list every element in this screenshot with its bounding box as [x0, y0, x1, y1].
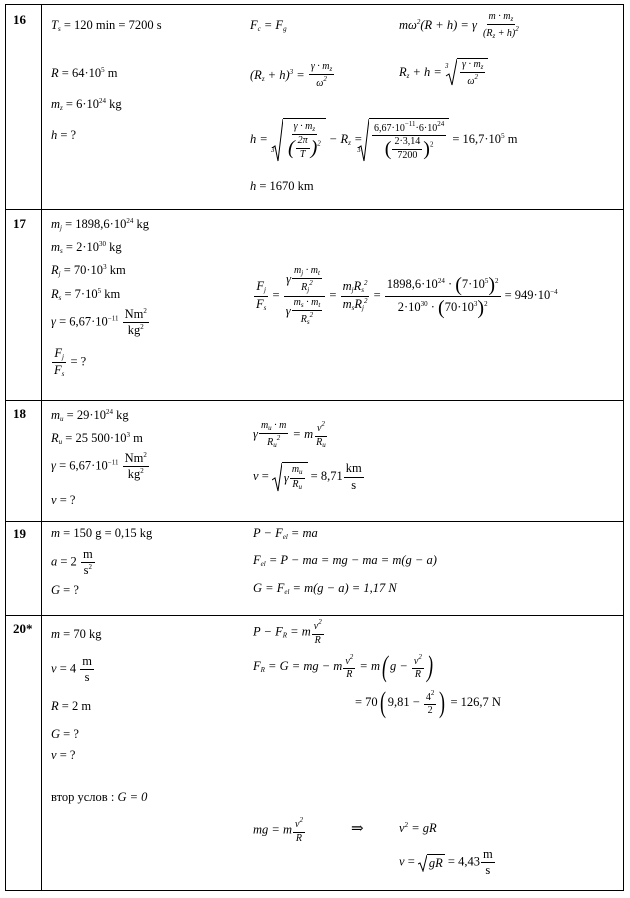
given-uranus-mass: $m_u = 29\cdot 10^{24}$ kg	[51, 408, 129, 423]
svg-text:3: 3	[357, 146, 361, 154]
orbit-equation: $m\omega^2(R + h) = \gamma$ $\frac{m \cdot m_z}{(R_z + h)^2}$	[399, 11, 519, 41]
height-result: h = 1670 km	[250, 179, 314, 193]
given-mass: $m_z = 6\cdot 10^{24}$ kg	[51, 97, 122, 112]
velocity-squared: $v^2$ = gR	[399, 821, 437, 835]
solutions-table	[5, 4, 624, 891]
unknown-height: h = ?	[51, 128, 77, 142]
problem-number: 19	[13, 526, 26, 541]
velocity-result: v = γ $\frac{m_u}{R_u}$ = 8,71 $\frac{km}{s}$	[253, 461, 362, 492]
orbital-force-equation: γ $\frac{m_u \cdot m}{R_u^2}$ = m $\frac{v^2}{R_u}$	[253, 420, 326, 450]
weightlessness-equation: mg = m $\frac{v^2}{R}$	[253, 816, 303, 844]
unknown-weight: G = ?	[51, 583, 79, 597]
problem-number: 20*	[13, 621, 33, 636]
implies-arrow: ⇒	[351, 821, 364, 837]
svg-text:3: 3	[270, 146, 275, 154]
unknown-force-ratio: $\frac{F_j}{F_s}$ = ?	[54, 346, 87, 379]
given-jupiter-radius: $R_j = 70\cdot 10^3$ km	[51, 263, 126, 278]
weight-result: $G = F_{el} = m(g - a) = 1,17$ N	[253, 581, 397, 596]
table-border-right	[623, 4, 624, 891]
given-period: $T_s = 120$ min = 7200 s	[51, 18, 162, 33]
problem-number: 17	[13, 216, 26, 231]
given-mass: m = 150 g = 0,15 kg	[51, 526, 153, 540]
unknown-velocity: v = ?	[51, 493, 76, 507]
row-divider	[5, 209, 624, 210]
given-radius: $R = 64\cdot 10^5$ m	[51, 66, 118, 80]
table-border-bottom	[5, 890, 624, 891]
table-border-left	[5, 4, 6, 891]
row-divider	[5, 400, 624, 401]
problem-number: 18	[13, 406, 26, 421]
orbit-radius-root: $R_z + h$ = 3 $\frac{\gamma \cdot m_z}{\omega^2}$	[399, 58, 488, 88]
given-velocity: v = 4 $\frac{m}{s}$	[51, 654, 92, 685]
given-gravitational-constant: $\gamma = 6,67\cdot 10^{-11}$ $\frac{Nm^2}{kg^2}$	[51, 307, 147, 338]
given-radius: R = 2 m	[51, 699, 92, 713]
weight-calculation: = 70( 9,81 − $\frac{4^2}{2}$ ) = 126,7 N	[355, 686, 501, 719]
weight-formula: $F_R = G$ = mg − m $\frac{v^2}{R}$ = m( g − $\frac{v^2}{R}$ )	[253, 650, 433, 683]
row-divider	[5, 521, 624, 522]
orbit-radius-cubed: $(R_z + h)^3$ = $\frac{\gamma \cdot m_z}{\omega^2}$	[250, 61, 333, 90]
unknown-velocity: v = ?	[51, 748, 76, 762]
table-border-top	[5, 4, 624, 5]
height-calculation: 3 $6,67\cdot 10^{-11}\cdot 6\cdot 10^{24}$ ( $\frac{2\cdot 3,14}{7200}$ )$^2$ = $16,7\cdot 10^5$ m	[357, 119, 518, 161]
second-condition: втор услов : G = 0	[51, 790, 148, 804]
height-formula: h = 3 $\gamma \cdot m_z$ ( $\frac{2\pi}{T}$ )$^2$ − $R_z$ =	[250, 118, 362, 162]
row-divider	[5, 615, 624, 616]
problem-number: 16	[13, 12, 26, 27]
svg-text:3: 3	[445, 62, 449, 70]
force-equality: $F_c = F_g$	[250, 18, 287, 33]
elastic-force-equation: $F_{el} = P$ − ma = mg − ma = m(g − a)	[253, 553, 437, 568]
newton-equation: $P - F_R = m$ $\frac{v^2}{R}$	[253, 618, 322, 646]
column-divider	[41, 4, 42, 891]
velocity-result: v = gR = 4,43 $\frac{m}{s}$	[399, 847, 493, 878]
given-mass: m = 70 kg	[51, 627, 102, 641]
unknown-weight: G = ?	[51, 727, 79, 741]
newton-equation: $P - F_{el}$ = ma	[253, 526, 318, 541]
given-uranus-radius: $R_u = 25$ $500\cdot 10^3$ m	[51, 431, 143, 446]
given-jupiter-mass: $m_j = 1898,6\cdot 10^{24}$ kg	[51, 217, 149, 232]
given-acceleration: a = 2 $\frac{m}{s^2}$	[51, 547, 93, 578]
force-ratio-derivation: $\frac{F_j}{F_s}$ = γ $\frac{m_j \cdot m_t}{R_j^2}$ γ $\frac{m_s \cdot m_t}{R_s^2}$ = $\frac{m_jR_s^2}{m_sR_j^2}$ = $\frac{1898,6\cdot 10^{24} \cdot (7\cdot 10^5)^2}{2\cdot 10^{30} \cdot (70\cdot 10^3)^2}$ = $949\cdot 10^{-4}$	[256, 265, 558, 327]
given-sun-mass: $m_s = 2\cdot 10^{30}$ kg	[51, 240, 122, 255]
given-gravitational-constant: $\gamma = 6,67\cdot 10^{-11}$ $\frac{Nm^2}{kg^2}$	[51, 451, 147, 482]
given-sun-radius: $R_s = 7\cdot 10^5$ km	[51, 287, 121, 302]
